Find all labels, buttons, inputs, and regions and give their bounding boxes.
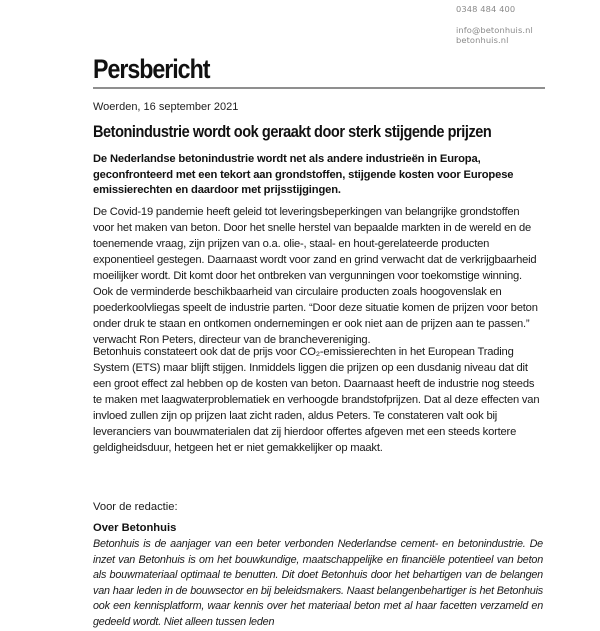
about-text: Betonhuis is de aanjager van een beter verbonden Nederlandse cement- en betonindustrie. De inzet van Betonhuis is om het bouwkundige, maatschappelijke en financiële potentieel van beton als bouwmateriaal optimaal te benutten. Dit doet Betonhuis door het behartigen van de belangen van haar leden in de bouwsector en bij beleidsmakers. Naast belangenbehartiger is het Betonhuis ook een kennisplatform, waar kennis over het materiaal beton met al haar facetten verzameld en gedeeld wordt. Niet alleen tussen leden bbox=[93, 538, 543, 628]
body-paragraph-1: De Covid-19 pandemie heeft geleid tot leveringsbeperkingen van belangrijke grondstoffen voor het maken van beton. Door het snelle herstel van bepaalde markten in de wereld en de toenemende vraag, zijn prijzen van o.a. olie-, staal- en hout-gerelateerde producten exponentieel gestegen. Daarnaast wordt voor zand en grind verwacht dat de verkrijgbaarheid moeilijker wordt. Dit komt door het ontbreken van vergunningen voor toekomstige winning. Ook de verminderde beschikbaarheid van circulaire producten zoals hoogovenslak en poederkoolvliegas speelt de industrie parten. “Door deze situatie komen de prijzen voor beton onder druk te staan en ontkomen ondernemingen er ook niet aan de prijzen aan te passen.” verwacht Ron Peters, directeur van de branchevereniging. bbox=[93, 206, 538, 346]
contact-email: info@betonhuis.nl bbox=[456, 24, 533, 35]
contact-phone: 0348 484 400 bbox=[456, 4, 516, 14]
title-divider bbox=[93, 87, 545, 89]
contact-block bbox=[456, 4, 533, 46]
contact-website: betonhuis.nl bbox=[456, 35, 509, 45]
headline: Betonindustrie wordt ook geraakt door sterk stijgende prijzen bbox=[93, 123, 492, 141]
lede-paragraph: De Nederlandse betonindustrie wordt net als andere industrieën in Europa, geconfronteerd met een tekort aan grondstoffen, stijgende kosten voor Europese emissierechten en daardoor met prijsstijgingen. bbox=[93, 153, 514, 197]
about-title: Over Betonhuis bbox=[93, 522, 177, 534]
document-title: Persbericht bbox=[93, 54, 210, 84]
dateline: Woerden, 16 september 2021 bbox=[93, 101, 239, 113]
body-paragraph-2: Betonhuis constateert ook dat de prijs voor CO₂-emissierechten in het European Trading System (ETS) maar blijft stijgen. Inmiddels liggen die prijzen op een dusdanig niveau dat dit een groot effect zal hebben op de kosten van beton. Daarnaast heeft de industrie nog steeds te maken met laagwaterproblematiek en verhoogde brandstofprijzen. Dat al deze effecten van invloed zullen zijn op prijzen laat zicht raden, aldus Peters. Te constateren valt ook bij leveranciers van bouwmaterialen dat zij hierdoor offertes afgeven met een steeds kortere geldigheidsduur, hetgeen het er niet gemakkelijker op maakt. bbox=[93, 346, 540, 454]
editors-note-label: Voor de redactie: bbox=[93, 501, 178, 513]
